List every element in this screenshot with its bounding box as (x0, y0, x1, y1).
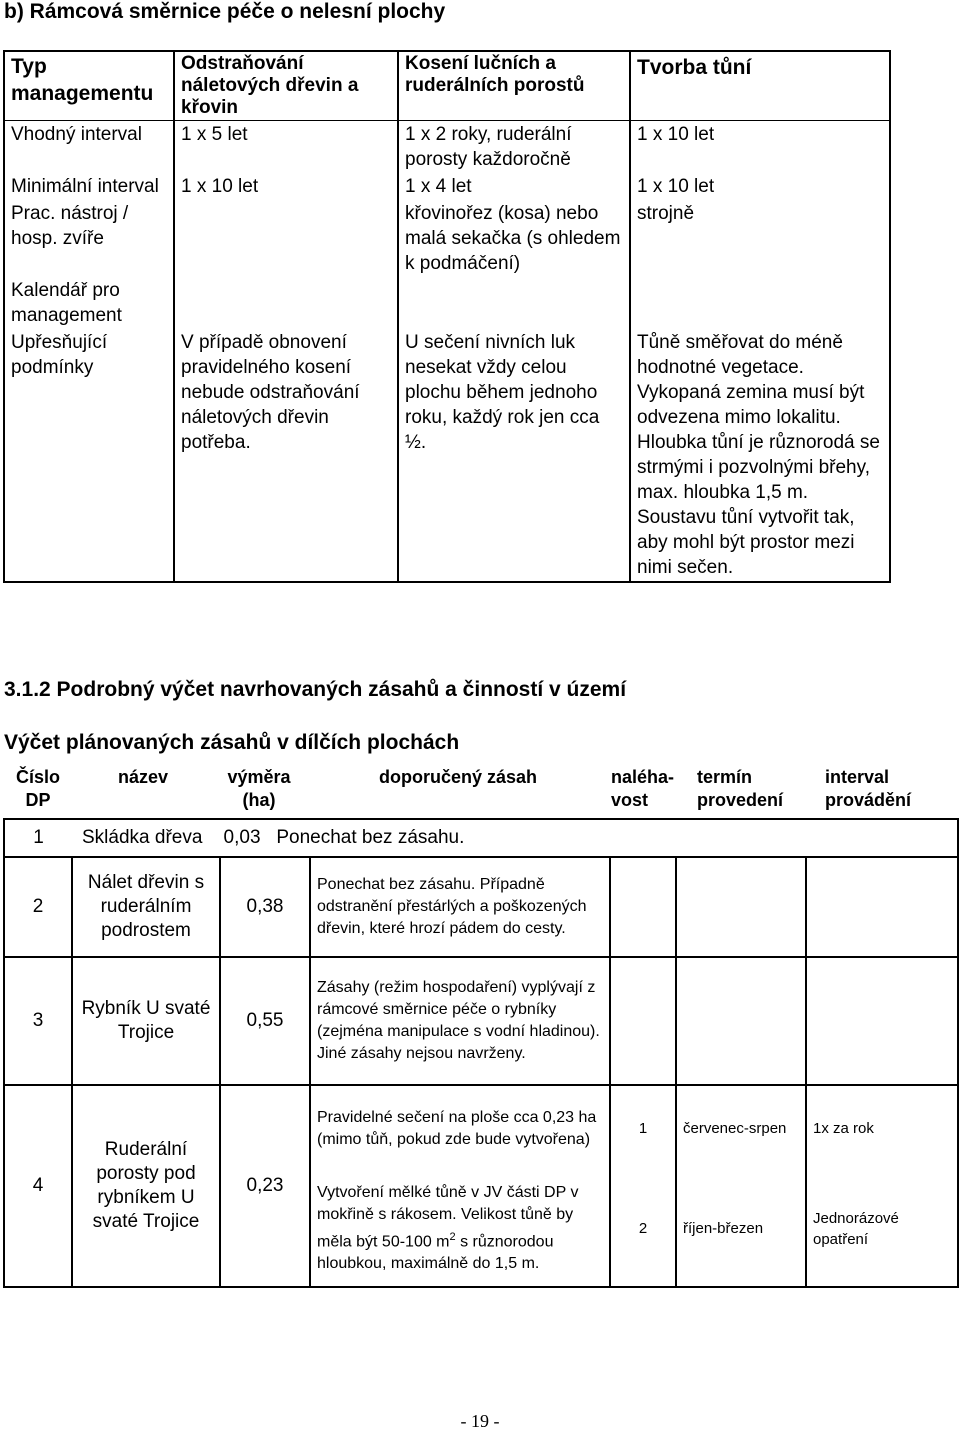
row-num: 1 (4, 819, 72, 857)
row-label: Prac. nástroj / hosp. zvíře (11, 203, 129, 249)
header-vymera: výměra (ha) (227, 767, 291, 810)
row-label: Kalendář pro management (11, 280, 122, 326)
page-number: - 19 - (460, 1411, 500, 1431)
row-urgency (610, 857, 676, 957)
row-action: Ponechat bez zásahu. Případně odstranění přestárlých a poškozených dřevin, které hrozí pádem do cesty. (310, 857, 610, 957)
frame-directive-table (3, 50, 891, 583)
table-row (4, 819, 958, 857)
row-interval-b: Jednorázové opatření (806, 1171, 958, 1287)
list-title: Výčet plánovaných zásahů v dílčích plochách (4, 731, 460, 754)
row-action-b-text: Vytvoření mělké tůně v JV části DP v mokřině s rákosem. Velikost tůně by měla být 50-100 m (317, 1183, 579, 1251)
row-cell: 1 x 10 let (630, 121, 890, 174)
row-cell: 1 x 10 let (174, 173, 398, 200)
row-urgency-a: 1 (610, 1085, 676, 1171)
row-cell (630, 277, 890, 329)
header-typ: Typ managementu (4, 51, 174, 121)
row-num: 3 (4, 957, 72, 1085)
header-koseni: Kosení lučních a ruderálních porostů (398, 51, 630, 121)
row-area: 0,03 (223, 827, 261, 848)
header-odstranovani: Odstraňování náletových dřevin a křovin (174, 51, 398, 121)
row-action-a: Pravidelné sečení na ploše cca 0,23 ha (mimo tůň, pokud zde bude vytvořena) (310, 1085, 610, 1171)
row-name: Rybník U svaté Trojice (72, 957, 220, 1085)
row-action-b-sup: 2 (449, 1230, 456, 1243)
row-area: 0,23 (220, 1085, 310, 1287)
row-cell: křovinořez (kosa) nebo malá sekačka (s ohledem k podmáčení) (398, 200, 630, 277)
row-num: 4 (4, 1085, 72, 1287)
header-termin: termín provedení (697, 767, 784, 810)
row-cell (174, 277, 398, 329)
row-area: 0,55 (220, 957, 310, 1085)
row-area: 0,38 (220, 857, 310, 957)
header-naleha: naléha-vost (611, 767, 675, 810)
row-action: Ponechat bez zásahu. (276, 827, 465, 848)
frame-row (4, 329, 890, 582)
row-cell (174, 200, 398, 277)
row-urgency-b: 2 (610, 1171, 676, 1287)
row-interval-a: 1x za rok (806, 1085, 958, 1171)
table-row (4, 957, 958, 1085)
row-name: Skládka dřeva (82, 827, 203, 848)
header-nazev: název (117, 767, 169, 787)
row-cell: 1 x 10 let (630, 173, 890, 200)
row-name-area-action (72, 819, 958, 857)
row-cell (398, 277, 630, 329)
row-cell: 1 x 5 let (174, 121, 398, 174)
row-action-b-text-end: s různorodou hloubkou, maximálně do 1,5 m. (317, 1233, 554, 1273)
row-name: Nálet dřevin s ruderálním podrostem (72, 857, 220, 957)
row-cell: 1 x 2 roky, ruderální porosty každoročně (398, 121, 630, 174)
row-label: Upřesňující podmínky (11, 332, 108, 378)
frame-table-header (4, 51, 890, 121)
table-row (4, 1085, 958, 1171)
measures-table-header (3, 762, 957, 818)
frame-row (4, 173, 890, 200)
frame-row (4, 277, 890, 329)
row-cell: Tůně směřovat do méně hodnotné vegetace. Vykopaná zemina musí být odvezena mimo lokalitu. Hloubka tůní je různorodá se strmými i pozvolnými břehy, max. hloubka 1,5 m. Soustavu tůní vytvořit tak, aby mohl být prostor mezi nimi sečen. (630, 329, 890, 582)
frame-row (4, 121, 890, 174)
row-action: Zásahy (režim hospodaření) vyplývají z rámcové směrnice péče o rybníky (zejména manipulace s vodní hladinou). Jiné zásahy nejsou navrženy. (310, 957, 610, 1085)
header-cislo: Číslo DP (15, 767, 60, 810)
row-term-b: říjen-březen (676, 1171, 806, 1287)
table-row (4, 857, 958, 957)
section-312-title: 3.1.2 Podrobný výčet navrhovaných zásahů a činností v území (4, 678, 627, 701)
row-term-a: červenec-srpen (676, 1085, 806, 1171)
row-name: Ruderální porosty pod rybníkem U svaté Trojice (72, 1085, 220, 1287)
row-action-b (310, 1171, 610, 1287)
row-term (676, 957, 806, 1085)
header-interval: interval provádění (825, 767, 912, 810)
row-term (676, 857, 806, 957)
frame-row (4, 200, 890, 277)
row-cell: V případě obnovení pravidelného kosení nebude odstraňování náletových dřevin potřeba. (174, 329, 398, 582)
row-interval (806, 857, 958, 957)
row-label: Minimální interval (11, 176, 159, 197)
section-b-title: b) Rámcová směrnice péče o nelesní plochy (4, 0, 446, 23)
measures-table (3, 818, 959, 1288)
row-urgency (610, 957, 676, 1085)
row-cell: 1 x 4 let (398, 173, 630, 200)
row-cell: strojně (630, 200, 890, 277)
header-tune: Tvorba tůní (630, 51, 890, 121)
header-zasah: doporučený zásah (378, 767, 538, 787)
row-interval (806, 957, 958, 1085)
row-label: Vhodný interval (11, 124, 142, 145)
row-cell: U sečení nivních luk nesekat vždy celou plochu během jednoho roku, každý rok jen cca ½. (398, 329, 630, 582)
row-num: 2 (4, 857, 72, 957)
